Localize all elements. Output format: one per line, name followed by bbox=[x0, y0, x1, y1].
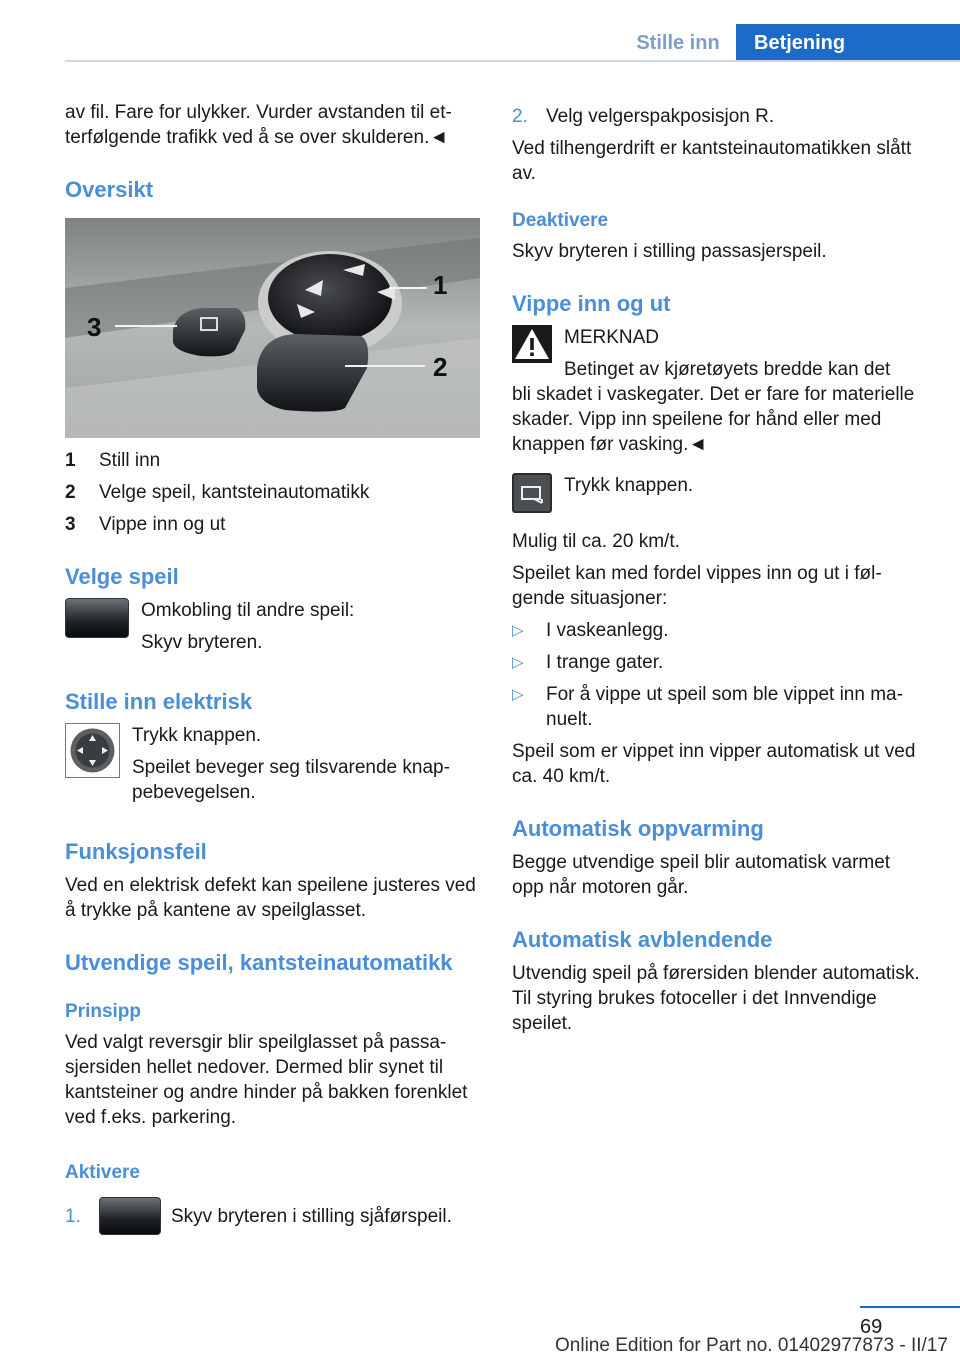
header-rule bbox=[65, 60, 960, 62]
header-section: Stille inn bbox=[636, 32, 720, 54]
figure-label-3: 3 bbox=[87, 312, 102, 342]
step-1: 1. Skyv bryteren i stilling sjåførspeil. bbox=[65, 1197, 483, 1235]
step-2: 2. Velg velgerspakposisjon R. bbox=[512, 106, 775, 127]
auto-fold-text: Speil som er vippet inn vipper automatisk ut ved ca. 40 km/t. bbox=[512, 741, 916, 787]
curb-heading: Utvendige speil, kantsteinautomatikk bbox=[65, 950, 453, 975]
warning-triangle-icon bbox=[512, 325, 552, 363]
mirror-select-switch-icon bbox=[99, 1197, 161, 1235]
speed-text: Mulig til ca. 20 km/t. bbox=[512, 531, 680, 552]
bullet-triangle-icon: ▷ bbox=[512, 654, 524, 671]
list-item: ▷ For å vippe ut speil som ble vippet inn manuelt. bbox=[512, 684, 903, 730]
fold-button-block bbox=[512, 473, 924, 513]
situations-intro: Speilet kan med fordel vippes inn og ut i følgende situasjoner: bbox=[512, 563, 882, 609]
figure-legend bbox=[65, 448, 483, 537]
legend-item: 1 Still inn bbox=[65, 450, 161, 471]
edition-text: Online Edition for Part no. 01402977873 - II/17 bbox=[555, 1335, 948, 1356]
heating-text: Begge utvendige speil blir automatisk varmet opp når motoren går. bbox=[512, 852, 891, 898]
note-label: MERKNAD bbox=[564, 327, 660, 348]
figure-label-1: 1 bbox=[433, 270, 448, 300]
legend-item: 2 Velge speil, kantsteinautomatikk bbox=[65, 482, 370, 503]
situations-list bbox=[512, 618, 924, 732]
note-first-line: Betinget av kjøretøyets bredde kan det bbox=[564, 359, 891, 380]
page-number: 69 bbox=[860, 1316, 883, 1338]
mirror-control-figure bbox=[65, 218, 480, 438]
mirror-adjust-dpad-icon bbox=[65, 723, 120, 778]
overview-heading: Oversikt bbox=[65, 177, 154, 202]
dimming-text: Utvendig speil på førersiden blender automatisk. Til styring brukes fotoceller i det Innvendige speilet. bbox=[512, 963, 920, 1034]
press-button-text: Trykk knappen. bbox=[564, 475, 694, 496]
adjust-block: Trykk knappen. Speilet beveger seg tilsvarende knappebevegelsen. bbox=[65, 723, 483, 812]
bullet-triangle-icon: ▷ bbox=[512, 622, 524, 639]
list-item: ▷ I vaskeanlegg. bbox=[512, 620, 669, 641]
mirror-control-illustration bbox=[65, 218, 480, 438]
fault-text: Ved en elektrisk defekt kan speilene justeres ved å trykke på kantene av speilglasset. bbox=[65, 875, 476, 921]
list-item: ▷ I trange gater. bbox=[512, 652, 664, 673]
figure-label-2: 2 bbox=[433, 352, 448, 382]
principle-heading: Prinsipp bbox=[65, 1001, 142, 1022]
left-column bbox=[65, 100, 483, 1235]
note-block bbox=[512, 325, 924, 382]
trailer-text: Ved tilhengerdrift er kantsteinautomatikken slått av. bbox=[512, 138, 912, 184]
note-text: bli skadet i vaskegater. Det er fare for materielle skader. Vipp inn speilene for hånd eller med knappen før vasking.◄ bbox=[512, 384, 915, 455]
mirror-select-switch-icon bbox=[65, 598, 129, 638]
fold-mirror-button-icon bbox=[512, 473, 552, 513]
activate-heading: Aktivere bbox=[65, 1162, 140, 1183]
deactivate-heading: Deaktivere bbox=[512, 210, 609, 231]
bullet-triangle-icon: ▷ bbox=[512, 686, 524, 703]
principle-text: Ved valgt reversgir blir speilglasset på passasjersiden hellet nedover. Dermed blir synet til kantsteiner og andre hinder på bakken forenklet ved f.eks. parkering. bbox=[65, 1032, 468, 1128]
select-mirror-block: Omkobling til andre speil: Skyv bryteren. bbox=[65, 598, 483, 662]
right-column bbox=[512, 100, 924, 1043]
footer-rule bbox=[860, 1306, 960, 1308]
dimming-heading: Automatisk avblendende bbox=[512, 927, 773, 952]
select-mirror-heading: Velge speil bbox=[65, 564, 179, 589]
adjust-heading: Stille inn elektrisk bbox=[65, 689, 253, 714]
intro-text: av fil. Fare for ulykker. Vurder avstanden til etterfølgende trafikk ved å se over skulderen.◄ bbox=[65, 102, 452, 148]
header-chapter: Betjening bbox=[736, 24, 960, 62]
heating-heading: Automatisk oppvarming bbox=[512, 816, 764, 841]
fold-heading: Vippe inn og ut bbox=[512, 291, 671, 316]
deactivate-text: Skyv bryteren i stilling passasjerspeil. bbox=[512, 241, 827, 262]
legend-item: 3 Vippe inn og ut bbox=[65, 514, 226, 535]
fault-heading: Funksjonsfeil bbox=[65, 839, 207, 864]
